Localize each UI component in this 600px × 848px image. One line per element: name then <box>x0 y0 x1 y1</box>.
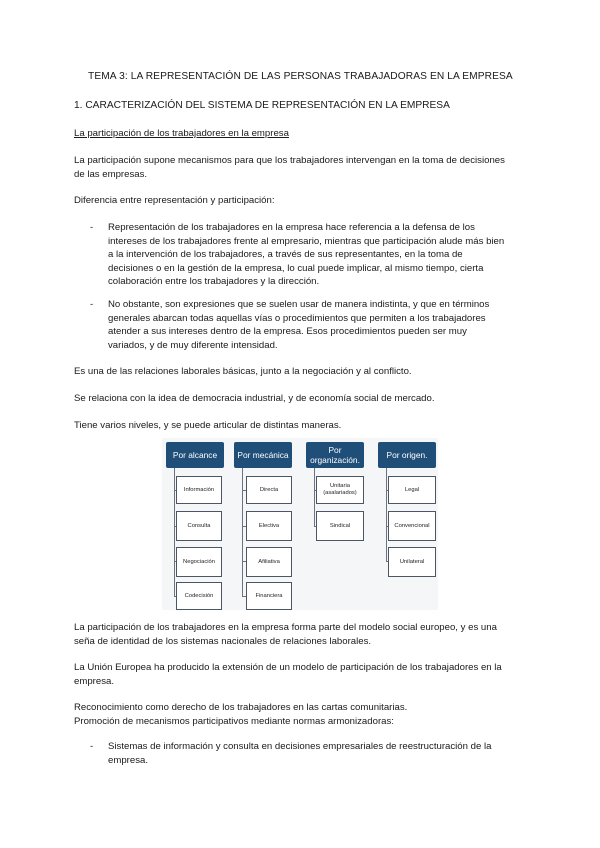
connector-line <box>386 468 387 562</box>
diagram-item-afiliativa: Afiliativa <box>246 547 292 577</box>
diagram-item-codecision: Codecisión <box>176 582 222 610</box>
diagram-item-electiva: Electiva <box>246 511 292 541</box>
diagram-item-informacion: Información <box>176 476 222 504</box>
diagram-header-mecanica: Por mecánica <box>234 442 292 468</box>
bullet-information-systems: Sistemas de información y consulta en decisiones empresariales de reestructuración de la empresa. <box>108 741 492 766</box>
paragraph-difference: Diferencia entre representación y participación: <box>74 195 275 206</box>
connector-line <box>174 468 175 596</box>
diagram-item-negociacion: Negociación <box>176 547 222 577</box>
diagram-item-consulta: Consulta <box>176 511 222 541</box>
diagram-header-alcance: Por alcance <box>166 442 224 468</box>
bullet-expressions: No obstante, son expresiones que se suelen usar de manera indistinta, y que en términos generales abarcan todas aquellas vías o procedimientos que permiten a los trabajadores atender a sus intereses dentro de la empresa. Esos procedimientos pueden ser muy variados, y de muy diferente intensidad. <box>108 299 490 351</box>
diagram-item-financiera: Financiera <box>246 582 292 610</box>
document-title: TEMA 3: LA REPRESENTACIÓN DE LAS PERSONAS TRABAJADORAS EN LA EMPRESA <box>88 71 513 82</box>
diagram-item-sindical: Sindical <box>316 511 364 541</box>
subheading: La participación de los trabajadores en la empresa <box>74 128 289 139</box>
bullet-dash: - <box>90 222 94 233</box>
diagram-item-unitaria: Unitaria (asalariados) <box>316 476 364 504</box>
paragraph-democracy: Se relaciona con la idea de democracia industrial, y de economía social de mercado. <box>74 393 435 404</box>
paragraph-levels: Tiene varios niveles, y se puede articular de distintas maneras. <box>74 420 342 431</box>
paragraph-eu: La Unión Europea ha producido la extensión de un modelo de participación de los trabajadores en la empresa. <box>74 662 502 687</box>
connector-line <box>314 468 315 526</box>
bullet-dash: - <box>90 299 94 310</box>
diagram-header-origen: Por origen. <box>378 442 436 468</box>
bullet-representation: Representación de los trabajadores en la empresa hace referencia a la defensa de los intereses de los trabajadores frente al empresario, mientras que participación alude más bien a la intervención de los trabajadores, a través de sus representantes, en la toma de decisiones o en la gestión de la empresa, lo cual puede implicar, al mismo tiempo, cierta colaboración entre los trabajadores y la dirección. <box>108 222 505 287</box>
paragraph-participation: La participación supone mecanismos para que los trabajadores intervengan en la toma de decisiones de las empresas. <box>74 155 505 180</box>
participation-diagram <box>162 438 438 610</box>
diagram-item-unilateral: Unilateral <box>388 547 436 577</box>
paragraph-recognition: Reconocimiento como derecho de los trabajadores en las cartas comunitarias. Promoción de mecanismos participativos mediante normas armonizadoras: <box>74 702 408 727</box>
section-heading: 1. CARACTERIZACIÓN DEL SISTEMA DE REPRESENTACIÓN EN LA EMPRESA <box>74 100 450 111</box>
diagram-header-organizacion: Por organización. <box>306 442 364 468</box>
bullet-dash: - <box>90 741 94 752</box>
paragraph-relations: Es una de las relaciones laborales básicas, junto a la negociación y al conflicto. <box>74 366 412 377</box>
diagram-item-legal: Legal <box>388 476 436 504</box>
connector-line <box>242 468 243 596</box>
paragraph-european-model: La participación de los trabajadores en la empresa forma parte del modelo social europeo, y es una seña de identidad de los sistemas nacionales de relaciones laborales. <box>74 622 497 647</box>
diagram-item-convencional: Convencional <box>388 511 436 541</box>
diagram-item-directa: Directa <box>246 476 292 504</box>
